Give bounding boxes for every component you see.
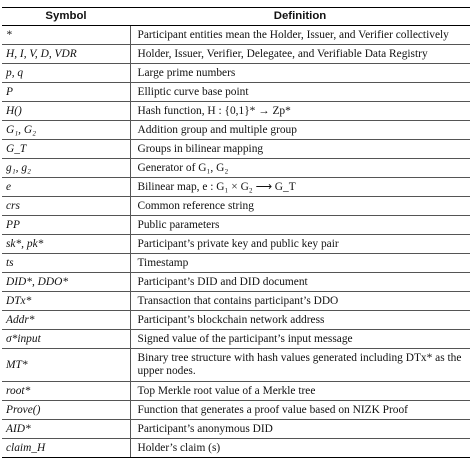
definition-cell: Participant’s blockchain network address — [130, 311, 470, 330]
symbol-cell: * — [2, 26, 130, 45]
definition-cell: Bilinear map, e : G₁ × G₂ ⟶ G_T — [130, 178, 470, 197]
definition-cell: Participant’s anonymous DID — [130, 420, 470, 439]
definition-cell: Addition group and multiple group — [130, 121, 470, 140]
symbol-cell: crs — [2, 197, 130, 216]
symbol-cell: claim_H — [2, 439, 130, 458]
symbol-cell: e — [2, 178, 130, 197]
table-row — [2, 140, 470, 159]
symbol-cell: G₁, G₂ — [2, 121, 130, 140]
definition-cell: Transaction that contains participant’s DDO — [130, 292, 470, 311]
table-row — [2, 121, 470, 140]
definition-cell: Function that generates a proof value based on NIZK Proof — [130, 401, 470, 420]
definition-cell: Common reference string — [130, 197, 470, 216]
table-row — [2, 382, 470, 401]
definition-cell: Signed value of the participant’s input message — [130, 330, 470, 349]
table-row — [2, 420, 470, 439]
definition-cell: Elliptic curve base point — [130, 83, 470, 102]
table-row — [2, 311, 470, 330]
symbol-cell: H, I, V, D, VDR — [2, 45, 130, 64]
symbol-cell: σ*input — [2, 330, 130, 349]
symbol-cell: PP — [2, 216, 130, 235]
table-row — [2, 26, 470, 45]
notation-table — [2, 7, 470, 458]
symbol-cell: DTx* — [2, 292, 130, 311]
definition-cell: Holder, Issuer, Verifier, Delegatee, and Verifiable Data Registry — [130, 45, 470, 64]
symbol-cell: DID*, DDO* — [2, 273, 130, 292]
table-row — [2, 254, 470, 273]
symbol-cell: G_T — [2, 140, 130, 159]
table-row — [2, 83, 470, 102]
definition-cell: Holder’s claim (s) — [130, 439, 470, 458]
definition-cell: Generator of G₁, G₂ — [130, 159, 470, 178]
definition-cell: Groups in bilinear mapping — [130, 140, 470, 159]
symbol-cell: sk*, pk* — [2, 235, 130, 254]
table-row — [2, 401, 470, 420]
symbol-cell: MT* — [2, 349, 130, 382]
symbol-cell: g₁, g₂ — [2, 159, 130, 178]
definition-cell: Participant’s DID and DID document — [130, 273, 470, 292]
definition-cell: Binary tree structure with hash values generated including DTx* as the upper nodes. — [130, 349, 470, 382]
header-symbol: Symbol — [2, 8, 130, 26]
table-row — [2, 292, 470, 311]
symbol-cell: root* — [2, 382, 130, 401]
definition-cell: Hash function, H : {0,1}* → Zp* — [130, 102, 470, 121]
table-row — [2, 216, 470, 235]
definition-cell: Public parameters — [130, 216, 470, 235]
symbol-cell: ts — [2, 254, 130, 273]
table-header — [2, 8, 470, 26]
symbol-cell: Addr* — [2, 311, 130, 330]
symbol-cell: AID* — [2, 420, 130, 439]
table-row — [2, 330, 470, 349]
definition-cell: Participant entities mean the Holder, Issuer, and Verifier collectively — [130, 26, 470, 45]
definition-cell: Large prime numbers — [130, 64, 470, 83]
notation-table-container — [2, 7, 470, 458]
table-row — [2, 45, 470, 64]
table-row — [2, 349, 470, 382]
header-row — [2, 8, 470, 26]
table-row — [2, 439, 470, 458]
table-row — [2, 159, 470, 178]
table-row — [2, 178, 470, 197]
table-row — [2, 102, 470, 121]
table-row — [2, 235, 470, 254]
symbol-cell: Prove() — [2, 401, 130, 420]
symbol-cell: H() — [2, 102, 130, 121]
table-body — [2, 26, 470, 458]
table-row — [2, 64, 470, 83]
symbol-cell: p, q — [2, 64, 130, 83]
symbol-cell: P — [2, 83, 130, 102]
definition-cell: Top Merkle root value of a Merkle tree — [130, 382, 470, 401]
table-row — [2, 197, 470, 216]
definition-cell: Participant’s private key and public key pair — [130, 235, 470, 254]
table-row — [2, 273, 470, 292]
header-definition: Definition — [130, 8, 470, 26]
definition-cell: Timestamp — [130, 254, 470, 273]
